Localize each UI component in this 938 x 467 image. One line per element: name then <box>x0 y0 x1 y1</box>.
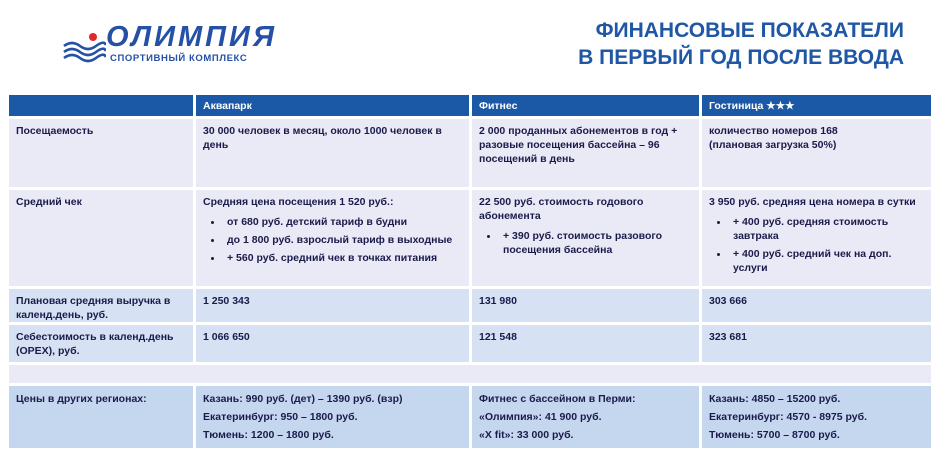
avg-check-aquapark-list <box>203 215 462 265</box>
regions-line: Екатеринбург: 950 – 1800 руб. <box>203 411 358 423</box>
logo <box>62 22 292 64</box>
waves-icon <box>62 30 106 64</box>
avg-check-hotel-intro: 3 950 руб. средняя цена номера в сутки <box>709 196 916 208</box>
avg-check-fitness <box>472 190 699 286</box>
regions-line: «Олимпия»: 41 900 руб. <box>479 411 602 423</box>
revenue-aquapark: 1 250 343 <box>196 289 469 322</box>
page-title <box>578 17 904 71</box>
opex-hotel: 323 681 <box>702 325 931 362</box>
avg-check-label: Средний чек <box>9 190 193 286</box>
avg-check-hotel-list <box>709 215 924 275</box>
avg-check-hotel <box>702 190 931 286</box>
opex-aquapark: 1 066 650 <box>196 325 469 362</box>
regions-line: Казань: 4850 – 15200 руб. <box>709 393 841 405</box>
header-aquapark: Аквапарк <box>196 95 469 116</box>
header-empty <box>9 95 193 116</box>
attendance-hotel-line: (плановая загрузка 50%) <box>709 139 837 151</box>
regions-line: Екатеринбург: 4570 - 8975 руб. <box>709 411 868 423</box>
list-item: • + 560 руб. средний чек в точках питания <box>223 251 462 265</box>
list-item: • + 400 руб. средняя стоимость завтрака <box>729 215 924 243</box>
regions-line: Казань: 990 руб. (дет) – 1390 руб. (взр) <box>203 393 403 405</box>
attendance-label: Посещаемость <box>9 119 193 187</box>
avg-check-fitness-list <box>479 229 692 257</box>
regions-hotel <box>702 386 931 448</box>
list-item: • до 1 800 руб. взрослый тариф в выходные <box>223 233 462 247</box>
regions-line: Тюмень: 1200 – 1800 руб. <box>203 429 334 441</box>
opex-fitness: 121 548 <box>472 325 699 362</box>
opex-label: Себестоимость в календ.день (OPEX), руб. <box>9 325 193 362</box>
regions-label: Цены в других регионах: <box>9 386 193 448</box>
logo-name: ОЛИМПИЯ <box>106 21 277 53</box>
regions-fitness <box>472 386 699 448</box>
header-fitness: Фитнес <box>472 95 699 116</box>
revenue-fitness: 131 980 <box>472 289 699 322</box>
regions-line: Тюмень: 5700 – 8700 руб. <box>709 429 840 441</box>
financial-table <box>9 95 931 448</box>
revenue-hotel: 303 666 <box>702 289 931 322</box>
regions-line: «X fit»: 33 000 руб. <box>479 429 574 441</box>
logo-subtitle: СПОРТИВНЫЙ КОМПЛЕКС <box>110 53 248 64</box>
page-title-line-2: В ПЕРВЫЙ ГОД ПОСЛЕ ВВОДА <box>578 46 904 69</box>
table-spacer <box>9 365 931 383</box>
list-item: • + 400 руб. средний чек на доп. услуги <box>729 247 924 275</box>
attendance-fitness: 2 000 проданных абонементов в год + разовые посещения бассейна – 96 посещений в день <box>472 119 699 187</box>
list-item: • + 390 руб. стоимость разового посещения бассейна <box>499 229 692 257</box>
attendance-hotel <box>702 119 931 187</box>
attendance-aquapark: 30 000 человек в месяц, около 1000 человек в день <box>196 119 469 187</box>
list-item: • от 680 руб. детский тариф в будни <box>223 215 462 229</box>
avg-check-fitness-intro: 22 500 руб. стоимость годового абонемента <box>479 196 644 222</box>
regions-line: Фитнес с бассейном в Перми: <box>479 393 636 405</box>
revenue-label: Плановая средняя выручка в календ.день, руб. <box>9 289 193 322</box>
page-title-line-1: ФИНАНСОВЫЕ ПОКАЗАТЕЛИ <box>595 19 904 42</box>
regions-aquapark <box>196 386 469 448</box>
header-hotel: Гостиница ★★★ <box>702 95 931 116</box>
avg-check-aquapark <box>196 190 469 286</box>
avg-check-aquapark-intro: Средняя цена посещения 1 520 руб.: <box>203 196 394 208</box>
attendance-hotel-line: количество номеров 168 <box>709 125 838 137</box>
